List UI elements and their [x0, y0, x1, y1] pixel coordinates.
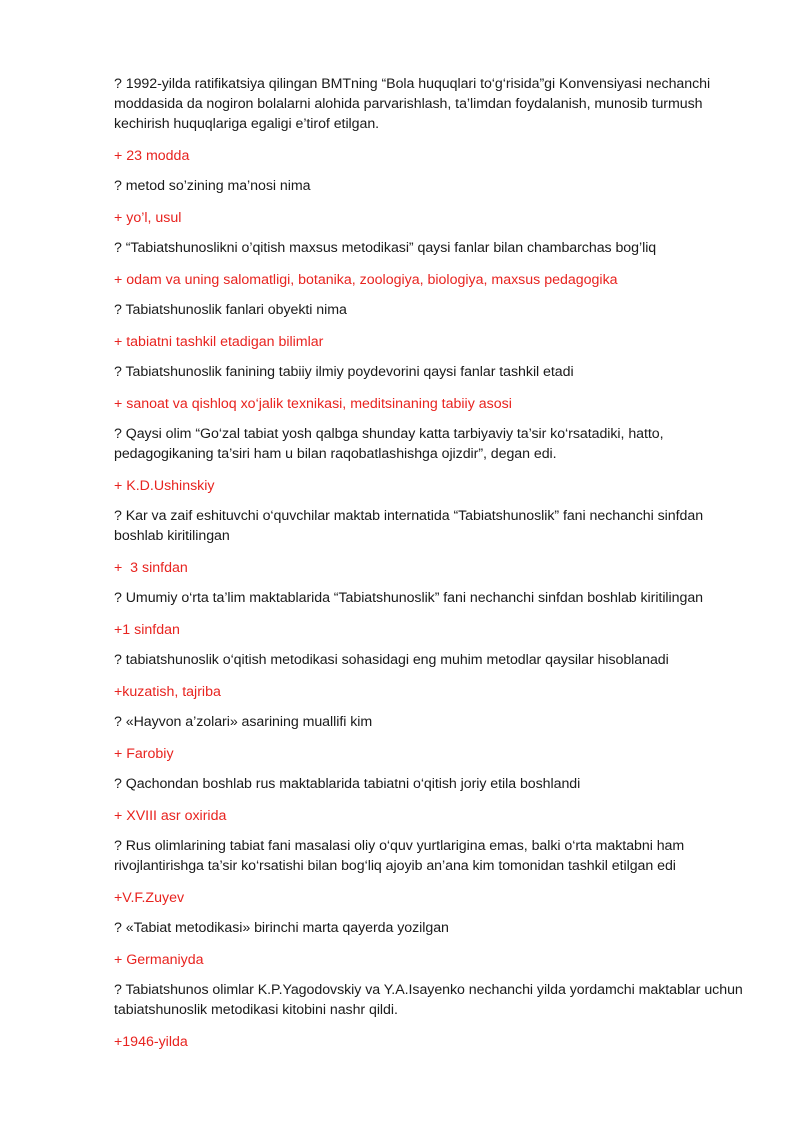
qa-item [114, 980, 754, 1052]
qa-item [114, 424, 754, 496]
answer-text: + K.D.Ushinskiy [114, 478, 215, 494]
qa-item [114, 650, 754, 702]
qa-item [114, 300, 754, 352]
qa-item [114, 506, 754, 578]
question-text: ? Tabiatshunoslik fanlari obyekti nima [114, 302, 347, 318]
question-text: ? “Tabiatshunoslikni o’qitish maxsus metodikasi” qaysi fanlar bilan chambarchas bog’liq [114, 240, 657, 256]
answer-text: + 3 sinfdan [114, 560, 188, 576]
qa-item [114, 588, 754, 640]
qa-item [114, 774, 754, 826]
qa-item [114, 176, 754, 228]
question-text: ? Tabiatshunoslik fanining tabiiy ilmiy poydevorini qaysi fanlar tashkil etadi [114, 364, 574, 380]
answer-text: +V.F.Zuyev [114, 890, 185, 906]
qa-item [114, 238, 754, 290]
answer-text: + tabiatni tashkil etadigan bilimlar [114, 334, 324, 350]
answer-text: + odam va uning salomatligi, botanika, zoologiya, biologiya, maxsus pedagogika [114, 272, 618, 288]
question-text: ? Kar va zaif eshituvchi o‘quvchilar maktab internatida “Tabiatshunoslik” fani nechanchi sinfdan boshlab kiritilingan [114, 508, 704, 544]
answer-text: + XVIII asr oxirida [114, 808, 227, 824]
answer-text: + yo’l, usul [114, 210, 182, 226]
question-text: ? Qachondan boshlab rus maktablarida tabiatni o‘qitish joriy etila boshlandi [114, 776, 581, 792]
question-text: ? Rus olimlarining tabiat fani masalasi oliy o‘quv yurtlarigina emas, balki o‘rta maktabni ham rivojlantirishga ta’sir ko‘rsatishi bilan bog‘liq ajoyib an’ana kim tomonidan tashkil etilgan edi [114, 838, 685, 874]
question-text: ? metod so’zining ma’nosi nima [114, 178, 311, 194]
question-text: ? tabiatshunoslik o‘qitish metodikasi sohasidagi eng muhim metodlar qaysilar hisoblanadi [114, 652, 669, 668]
question-text: ? Umumiy o‘rta ta’lim maktablarida “Tabiatshunoslik” fani nechanchi sinfdan boshlab kiritilingan [114, 590, 703, 606]
question-text: ? «Tabiat metodikasi» birinchi marta qayerda yozilgan [114, 920, 449, 936]
question-text: ? «Hayvon a’zolari» asarining muallifi kim [114, 714, 373, 730]
question-text: ? Tabiatshunos olimlar K.P.Yagodovskiy va Y.A.Isayenko nechanchi yilda yordamchi maktablar uchun tabiatshunoslik metodikasi kitobini nashr qildi. [114, 982, 743, 1018]
answer-text: + Germaniyda [114, 952, 204, 968]
answer-text: + sanoat va qishloq xo‘jalik texnikasi, meditsinaning tabiiy asosi [114, 396, 512, 412]
answer-text: +1946-yilda [114, 1034, 188, 1050]
qa-item [114, 362, 754, 414]
qa-item [114, 74, 754, 166]
answer-text: + Farobiy [114, 746, 174, 762]
qa-item [114, 918, 754, 970]
answer-text: + 23 modda [114, 148, 190, 164]
question-text: ? 1992-yilda ratifikatsiya qilingan BMTning “Bola huquqlari to‘g‘risida”gi Konvensiyasi nechanchi moddasida da nogiron bolalarni alohida parvarishlash, ta’limdan foydalanish, munosib turmush kechirish huquqlariga egaligi e’tirof etilgan. [114, 76, 711, 132]
answer-text: +kuzatish, tajriba [114, 684, 221, 700]
qa-item [114, 836, 754, 908]
question-text: ? Qaysi olim “Go‘zal tabiat yosh qalbga shunday katta tarbiyaviy ta’sir ko‘rsatadiki, hatto, pedagogikaning ta’siri ham u bilan raqobatlashishga ojizdir”, degan edi. [114, 426, 664, 462]
answer-text: +1 sinfdan [114, 622, 180, 638]
qa-item [114, 712, 754, 764]
qa-list [114, 74, 754, 1062]
